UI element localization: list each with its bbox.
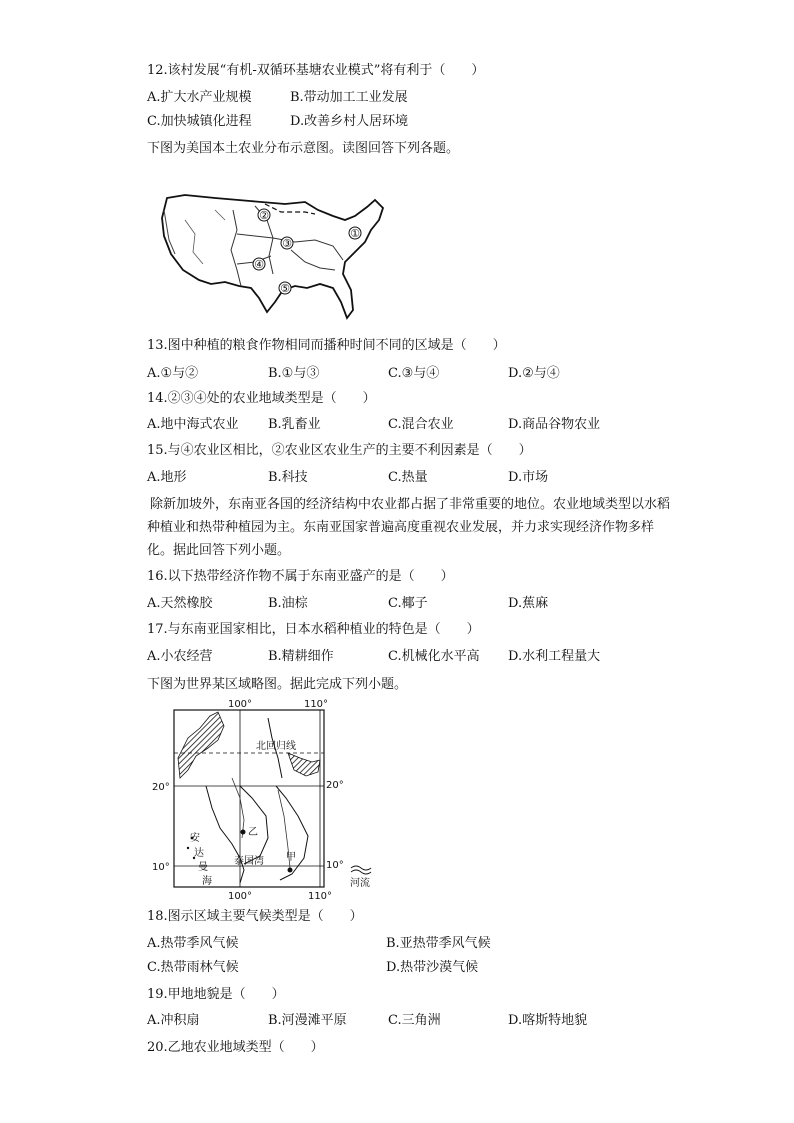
question-14-stem: 14.②③④处的农业地域类型是（ ）	[147, 391, 376, 406]
legend-river-label: 河流	[350, 878, 370, 889]
question-16-option-d[interactable]: D.蕉麻	[508, 596, 549, 611]
question-19-option-d[interactable]: D.喀斯特地貌	[508, 1013, 588, 1028]
sea-label-3: 曼	[198, 862, 208, 873]
question-16-option-b[interactable]: B.油棕	[268, 596, 308, 611]
lat-left-20: 20°	[152, 782, 170, 793]
map-label-4: ④	[254, 258, 264, 271]
map-label-5: ⑤	[280, 282, 290, 295]
sea-label-2: 达	[194, 848, 204, 859]
question-20-stem: 20.乙地农业地域类型（ ）	[147, 1040, 324, 1055]
question-16-stem: 16.以下热带经济作物不属于东南亚盛产的是（ ）	[147, 569, 454, 584]
question-16-option-c[interactable]: C.椰子	[388, 596, 428, 611]
question-17-option-a[interactable]: A.小农经营	[147, 649, 213, 664]
question-12-option-a[interactable]: A.扩大水产业规模	[147, 90, 252, 105]
map-label-3: ③	[282, 237, 292, 250]
question-14-option-d[interactable]: D.商品谷物农业	[508, 417, 601, 432]
tropic-label: 北回归线	[256, 741, 296, 752]
question-19-option-c[interactable]: C.三角洲	[388, 1013, 441, 1028]
question-12-option-d[interactable]: D.改善乡村人居环境	[290, 114, 409, 129]
question-18-option-b[interactable]: B.亚热带季风气候	[386, 936, 491, 951]
region-map	[148, 698, 378, 903]
question-19-stem: 19.甲地地貌是（ ）	[147, 987, 285, 1002]
question-18-option-d[interactable]: D.热带沙漠气候	[386, 960, 479, 975]
question-16-option-a[interactable]: A.天然橡胶	[147, 596, 213, 611]
question-13-option-d[interactable]: D.②与④	[508, 366, 560, 381]
gulf-label: 泰国湾	[234, 856, 264, 867]
question-14-option-b[interactable]: B.乳畜业	[268, 417, 321, 432]
question-17-stem: 17.与东南亚国家相比，日本水稻种植业的特色是（ ）	[147, 622, 480, 637]
sea-label-4: 海	[202, 876, 212, 887]
question-12-option-c[interactable]: C.加快城镇化进程	[147, 114, 252, 129]
question-13-option-c[interactable]: C.③与④	[388, 366, 440, 381]
lon-top-100: 100°	[227, 699, 253, 710]
question-12-stem: 12.该村发展“有机-双循环基塘农业模式”将有利于（ ）	[147, 63, 485, 78]
lon-bottom-100: 100°	[227, 891, 253, 902]
lat-left-10: 10°	[152, 862, 170, 873]
question-14-option-c[interactable]: C.混合农业	[388, 417, 454, 432]
question-17-option-d[interactable]: D.水利工程量大	[508, 649, 601, 664]
question-18-option-a[interactable]: A.热带季风气候	[147, 936, 239, 951]
map-label-2: ②	[259, 209, 269, 222]
question-15-stem: 15.与④农业区相比，②农业区农业生产的主要不利因素是（ ）	[147, 443, 532, 458]
intro-southeast-asia: 除新加坡外，东南亚各国的经济结构中农业都占据了非常重要的地位。农业地域类型以水稻种植业和热带种植园为主。东南亚国家普遍高度重视农业发展，并力求实现经济作物多样化。据此回答下列小题。	[147, 497, 671, 558]
question-18-option-c[interactable]: C.热带雨林气候	[147, 960, 239, 975]
point-yi-label: 乙	[248, 827, 258, 838]
question-18-stem: 18.图示区域主要气候类型是（ ）	[147, 909, 363, 924]
question-15-option-d[interactable]: D.市场	[508, 470, 549, 485]
question-14-option-a[interactable]: A.地中海式农业	[147, 417, 239, 432]
lon-top-110: 110°	[303, 699, 329, 710]
sea-label-1: 安	[190, 833, 200, 844]
point-jia-label: 甲	[286, 852, 296, 863]
question-12-option-b[interactable]: B.带动加工工业发展	[290, 90, 408, 105]
question-13-option-b[interactable]: B.①与③	[268, 366, 320, 381]
map-label-1: ①	[350, 227, 360, 240]
question-13-stem: 13.图中种植的粮食作物相同而播种时间不同的区域是（ ）	[147, 338, 506, 353]
question-17-option-c[interactable]: C.机械化水平高	[388, 649, 480, 664]
question-15-option-a[interactable]: A.地形	[147, 470, 187, 485]
lat-right-20: 20°	[326, 780, 344, 791]
intro-us-map: 下图为美国本土农业分布示意图。读图回答下列各题。	[147, 141, 460, 156]
question-13-option-a[interactable]: A.①与②	[147, 366, 199, 381]
lat-right-10: 10°	[326, 860, 344, 871]
question-15-option-b[interactable]: B.科技	[268, 470, 308, 485]
question-19-option-a[interactable]: A.冲积扇	[147, 1013, 200, 1028]
question-15-option-c[interactable]: C.热量	[388, 470, 428, 485]
lon-bottom-110: 110°	[307, 891, 333, 902]
us-agriculture-map	[155, 190, 390, 325]
intro-region-map: 下图为世界某区域略图。据此完成下列小题。	[147, 677, 408, 692]
question-17-option-b[interactable]: B.精耕细作	[268, 649, 334, 664]
question-19-option-b[interactable]: B.河漫滩平原	[268, 1013, 347, 1028]
